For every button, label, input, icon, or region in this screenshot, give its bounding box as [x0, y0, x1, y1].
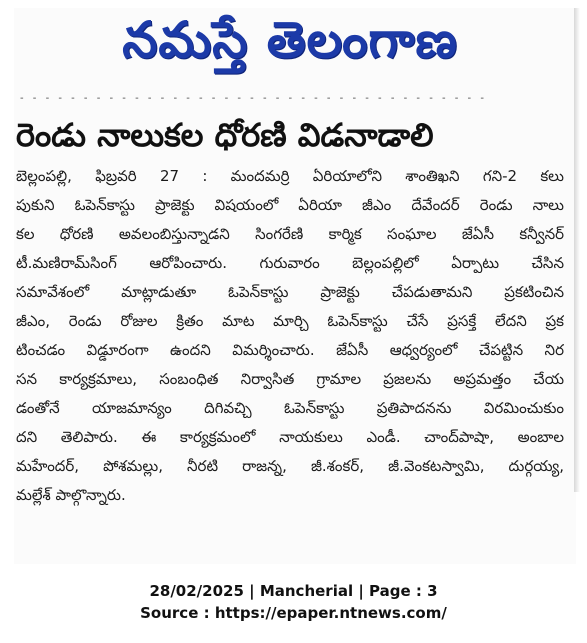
article-body: [16, 162, 564, 510]
article-line: బెల్లంపల్లి, ఫిబ్రవరి 27 : మందమర్రి ఏరియాలోని శాంతిఖని గని-2 కలు: [16, 167, 564, 185]
article-line: టీ.మణిరామ్‌సింగ్ ఆరోపించారు. గురువారం బెల్లంపల్లిలో ఏర్పాటు చేసిన: [16, 254, 564, 272]
article-line: డంతోనే యాజమాన్యం దిగివచ్చి ఓపెన్‌కాస్టు ప్రతిపాదనను విరమించుకుం: [16, 399, 564, 417]
article-headline: [16, 110, 562, 160]
article-line: టించడం విడ్డూరంగా ఉందని విమర్శించారు. జేఏసీ ఆధ్వర్యంలో చేపట్టిన నిర: [16, 341, 564, 359]
article-line: సన కార్యక్రమాలు, సంబంధిత నిర్వాసిత గ్రామాల ప్రజలను అప్రమత్తం చేయ: [16, 370, 564, 388]
article-line: సమావేశంలో మాట్లాడుతూ ఓపెన్‌కాస్టు ప్రాజెక్టు చేపడుతామని ప్రకటించిన: [16, 283, 564, 301]
publication-meta: 28/02/2025 | Mancherial | Page : 3: [149, 582, 438, 600]
article-line: కల ధోరణి అవలంబిస్తున్నాడని సింగరేణి కార్మిక సంఘాల జేఏసీ కన్వీనర్: [16, 225, 564, 243]
headline-text: రెండు నాలుకల ధోరణి విడనాడాలి: [16, 116, 434, 154]
article-line: జీఎం, రెండు రోజుల క్రితం మాట మార్చి ఓపెన్‌కాస్టు చేసే ప్రసక్తే లేదని ప్రక: [16, 312, 564, 330]
article-line: మహేందర్, పోశమల్లు, నీరటి రాజన్న, జీ.శంకర్, జీ.వెంకటస్వామి, దుర్గయ్య,: [16, 457, 564, 475]
clipping-cut-line: - - - - - - - - - - - - - - - - - - - - - - - - - - - - - - - - - - - - -: [20, 96, 487, 102]
article-line: దని తెలిపారు. ఈ కార్యక్రమంలో నాయకులు ఎండీ. చాంద్‌పాషా, అంబాల: [16, 428, 564, 446]
article-line: పుకుని ఓపెన్‌కాస్టు ప్రాజెక్టు విషయంలో ఏరియా జీఎం దేవేందర్ రెండు నాలు: [16, 196, 564, 214]
masthead-title: నమస్తే తెలంగాణ: [122, 11, 458, 69]
article-line: మల్లేశ్ పాల్గొన్నారు.: [16, 486, 126, 504]
clipping-edge-shadow: [574, 8, 580, 492]
source-link[interactable]: Source : https://epaper.ntnews.com/: [140, 604, 447, 622]
masthead: [80, 2, 500, 78]
